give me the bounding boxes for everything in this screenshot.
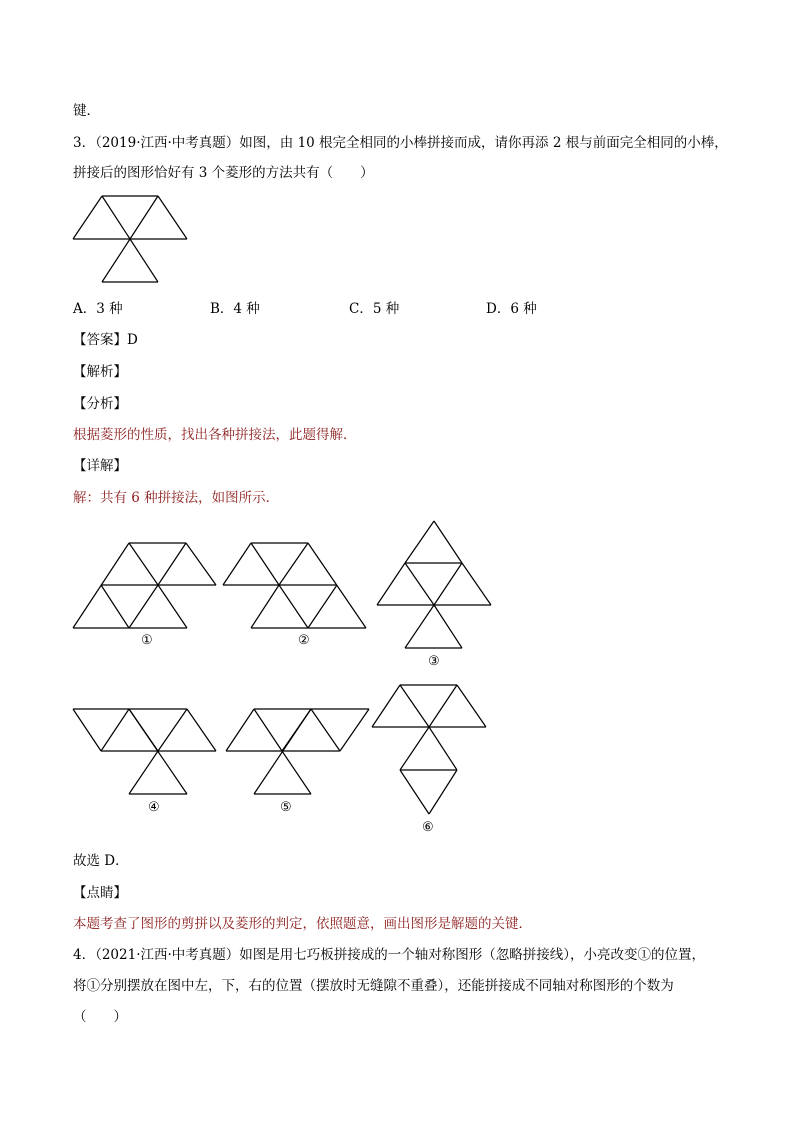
- question-3-line-2: 拼接后的图形恰好有 3 个菱形的方法共有（ ）: [73, 165, 374, 181]
- analyze-heading: 【分析】: [73, 396, 127, 412]
- figure-label-2: ②: [298, 633, 310, 648]
- analyze-text: 根据菱形的性质，找出各种拼接法，此题得解．: [73, 427, 357, 443]
- solution-figure-5: [223, 706, 378, 798]
- answer-label: 【答案】D: [73, 332, 138, 348]
- question-4-line-2: 将①分别摆放在图中左，下，右的位置（摆放时无缝隙不重叠），还能拼接成不同轴对称图形的个数为: [73, 978, 674, 994]
- figure-label-1: ①: [141, 633, 153, 648]
- option-a[interactable]: A．3 种: [73, 301, 123, 317]
- analysis-label: 【解析】: [73, 364, 127, 380]
- continued-text: 键．: [73, 103, 100, 119]
- solution-figure-2: [220, 540, 375, 632]
- comment-text: 本题考查了图形的剪拼以及菱形的判定，依照题意，画出图形是解题的关键．: [73, 916, 532, 932]
- solution-figure-1: [70, 540, 220, 632]
- question-4-line-3: （ ）: [73, 1009, 127, 1025]
- figure-label-5: ⑤: [280, 800, 292, 815]
- solution-figure-4: [70, 706, 225, 798]
- solution-figure-6: [369, 682, 489, 818]
- figure-label-4: ④: [148, 800, 160, 815]
- solution-figure-3: [374, 518, 494, 652]
- question-4-line-1: 4．（2021·江西·中考真题）如图是用七巧板拼接成的一个轴对称图形（忽略拼接线），小亮改变①的位置，: [73, 947, 706, 963]
- figure-label-6: ⑥: [422, 820, 434, 835]
- comment-heading: 【点睛】: [73, 885, 127, 901]
- detail-text: 解：共有 6 种拼接法，如图所示．: [73, 490, 280, 506]
- conclusion-text: 故选 D．: [73, 853, 129, 869]
- option-c[interactable]: C．5 种: [349, 301, 400, 317]
- question-3-line-1: 3．（2019·江西·中考真题）如图，由 10 根完全相同的小棒拼接而成，请你再添 2 根与前面完全相同的小棒，: [73, 135, 728, 151]
- answer-options: [73, 300, 573, 318]
- figure-label-3: ③: [428, 654, 440, 669]
- option-b[interactable]: B．4 种: [210, 301, 260, 317]
- question-3-figure: [70, 192, 190, 286]
- detail-heading: 【详解】: [73, 458, 127, 474]
- option-d[interactable]: D．6 种: [486, 301, 537, 317]
